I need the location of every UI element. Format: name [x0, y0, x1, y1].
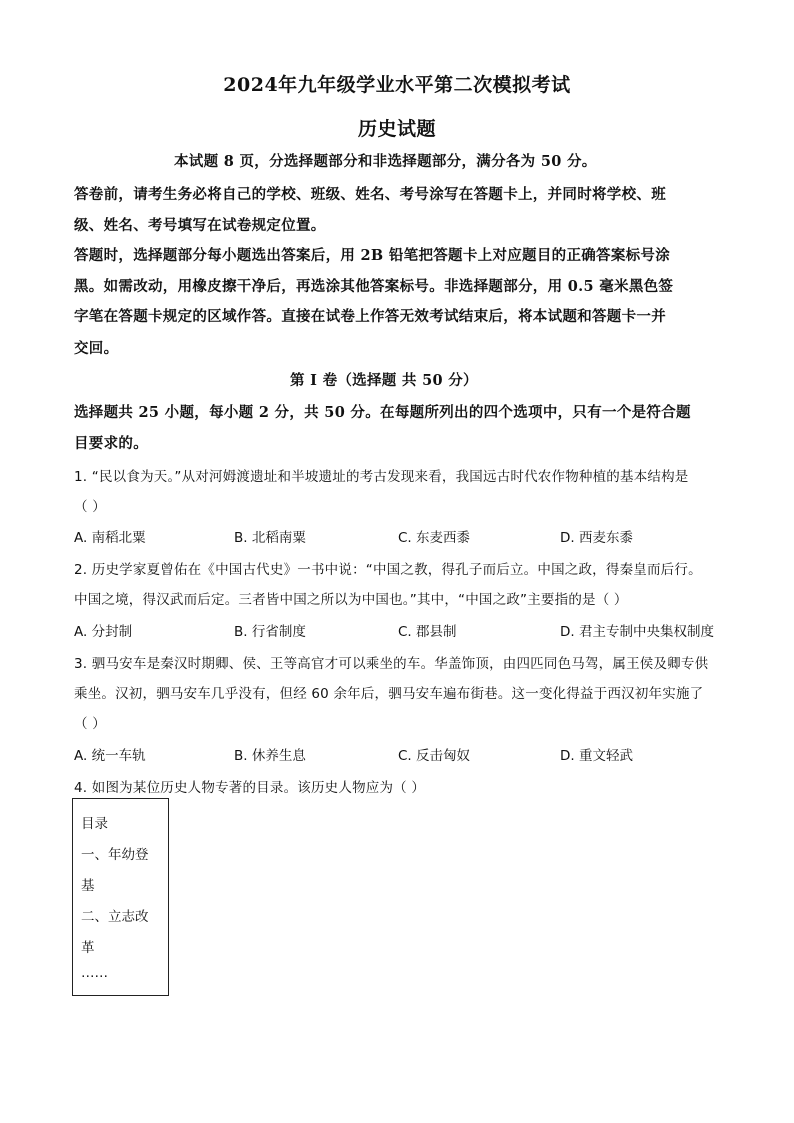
- question-3-line: 3. 驷马安车是秦汉时期卿、侯、王等高官才可以乘坐的车。华盖饰顶，由四匹同色马驾，属王侯及卿专供: [74, 656, 709, 672]
- question-2-option-c[interactable]: C. 郡县制: [398, 624, 457, 640]
- question-2-option-a[interactable]: A. 分封制: [74, 624, 133, 640]
- section-heading: 第 I 卷（选择题 共 50 分）: [290, 372, 478, 389]
- instruction-line: 交回。: [74, 340, 119, 357]
- question-1-line: （ ）: [74, 499, 106, 515]
- toc-line: 基: [81, 878, 95, 894]
- instruction-line: 字笔在答题卡规定的区域作答。直接在试卷上作答无效考试结束后，将本试题和答题卡一并: [74, 308, 666, 325]
- section-desc-line: 选择题共 25 小题，每小题 2 分，共 50 分。在每题所列出的四个选项中，只有一个是符合题: [74, 404, 691, 421]
- question-4-line: 4. 如图为某位历史人物专著的目录。该历史人物应为（ ）: [74, 780, 426, 796]
- instruction-line: 级、姓名、考号填写在试卷规定位置。: [74, 217, 326, 234]
- toc-line: 目录: [81, 816, 108, 832]
- question-3-option-c[interactable]: C. 反击匈奴: [398, 748, 471, 764]
- question-2-line: 2. 历史学家夏曾佑在《中国古代史》一书中说：“中国之教，得孔子而后立。中国之政，得秦皇而后行。: [74, 562, 702, 578]
- section-desc-line: 目要求的。: [74, 435, 148, 452]
- question-3-option-b[interactable]: B. 休养生息: [234, 748, 306, 764]
- intro-line: 本试题 8 页，分选择题部分和非选择题部分，满分各为 50 分。: [174, 153, 597, 170]
- question-1-option-a[interactable]: A. 南稻北粟: [74, 530, 146, 546]
- question-3-line: （ ）: [74, 716, 106, 732]
- question-2-option-b[interactable]: B. 行省制度: [234, 624, 306, 640]
- question-2-option-d[interactable]: D. 君主专制中央集权制度: [560, 624, 714, 640]
- subject-title: 历史试题: [357, 118, 436, 140]
- exam-title: 2024年九年级学业水平第二次模拟考试: [223, 74, 571, 96]
- question-3-option-d[interactable]: D. 重文轻武: [560, 748, 633, 764]
- question-3-option-a[interactable]: A. 统一车轨: [74, 748, 146, 764]
- toc-line: ……: [81, 965, 108, 981]
- question-1-option-c[interactable]: C. 东麦西黍: [398, 530, 471, 546]
- instruction-line: 答题时，选择题部分每小题选出答案后，用 2B 铅笔把答题卡上对应题目的正确答案标号涂: [74, 247, 671, 264]
- question-1-line: 1. “民以食为天。”从对河姆渡遗址和半坡遗址的考古发现来看，我国远古时代农作物种植的基本结构是: [74, 469, 689, 485]
- toc-line: 革: [81, 940, 95, 956]
- question-1-option-d[interactable]: D. 西麦东黍: [560, 530, 633, 546]
- question-2-line: 中国之境，得汉武而后定。三者皆中国之所以为中国也。”其中，“中国之政”主要指的是（ ）: [74, 592, 628, 608]
- toc-line: 二、立志改: [81, 909, 149, 925]
- toc-line: 一、年幼登: [81, 847, 149, 863]
- instruction-line: 答卷前，请考生务必将自己的学校、班级、姓名、考号涂写在答题卡上，并同时将学校、班: [74, 186, 666, 203]
- instruction-line: 黑。如需改动，用橡皮擦干净后，再选涂其他答案标号。非选择题部分，用 0.5 毫米黑色签: [74, 278, 674, 295]
- table-of-contents-box: [72, 798, 169, 996]
- question-3-line: 乘坐。汉初，驷马安车几乎没有，但经 60 余年后，驷马安车遍布街巷。这一变化得益于西汉初年实施了: [74, 686, 704, 702]
- question-1-option-b[interactable]: B. 北稻南粟: [234, 530, 306, 546]
